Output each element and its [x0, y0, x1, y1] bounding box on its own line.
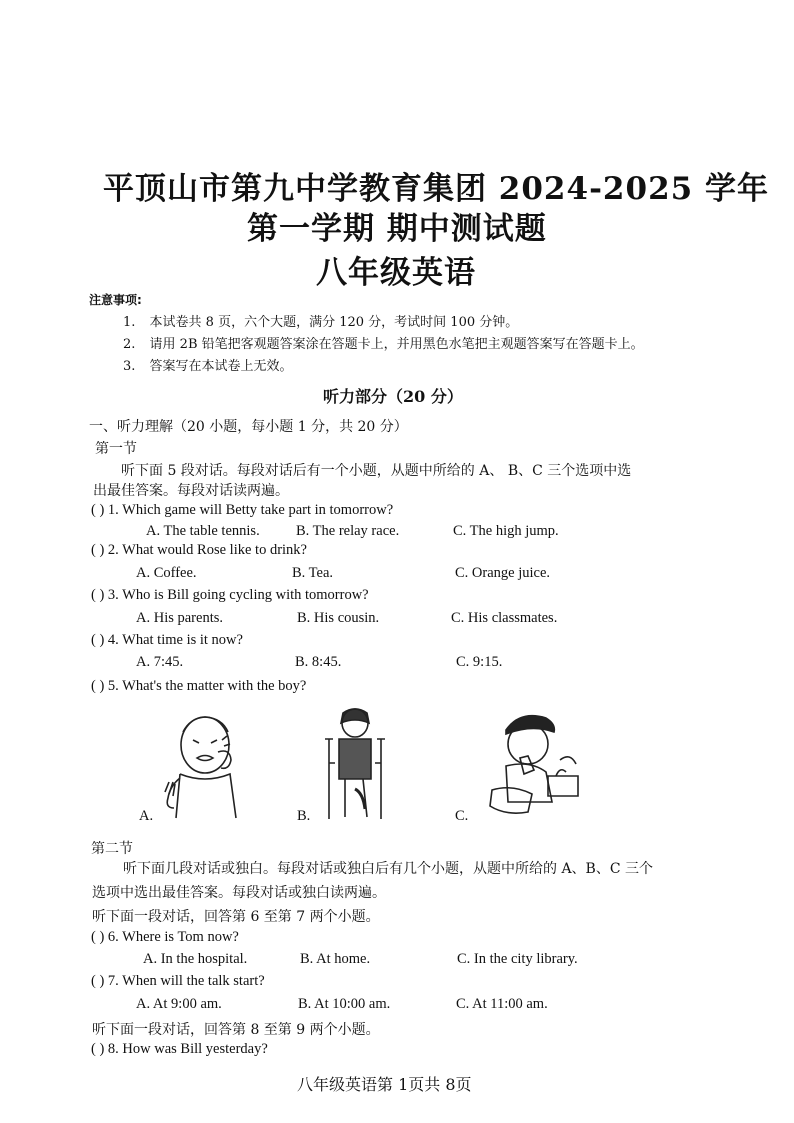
- question-3-stem: ( ) 3. Who is Bill going cycling with tomorrow?: [91, 587, 369, 603]
- question-7-option-c: C. At 11:00 am.: [456, 996, 548, 1012]
- question-6-option-b: B. At home.: [300, 951, 371, 967]
- listening-section-title: 听力部分（20 分）: [323, 387, 463, 406]
- exam-title-line2: 第一学期 期中测试题: [247, 211, 547, 247]
- part1-instruction-line2: 出最佳答案。每段对话读两遍。: [93, 483, 289, 499]
- part-title: 一、听力理解（20 小题，每小题 1 分，共 20 分）: [89, 419, 408, 435]
- part1-instruction-line1: 听下面 5 段对话。每段对话后有一个小题，从题中所给的 A、 B、C 三个选项中选: [121, 463, 632, 479]
- notice-num: 3.: [123, 359, 136, 374]
- exam-title-line1: 平顶山市第九中学教育集团 2024-2025 学年: [103, 171, 770, 207]
- q5-picture-label-a: A.: [139, 808, 154, 824]
- question-4-stem: ( ) 4. What time is it now?: [91, 632, 243, 648]
- question-4-option-b: B. 8:45.: [295, 654, 342, 670]
- q5-picture-label-c: C.: [455, 808, 469, 824]
- question-6-option-a: A. In the hospital.: [143, 951, 248, 967]
- boy-crutches-picture: [315, 703, 395, 823]
- question-1-option-c: C. The high jump.: [453, 523, 559, 539]
- question-7-option-b: B. At 10:00 am.: [298, 996, 391, 1012]
- notice-num: 1.: [123, 315, 136, 330]
- question-3-option-b: B. His cousin.: [297, 610, 380, 626]
- question-7-option-a: A. At 9:00 am.: [136, 996, 222, 1012]
- question-3-option-c: C. His classmates.: [451, 610, 558, 626]
- part2-instruction-line1: 听下面几段对话或独白。每段对话或独白后有几个小题，从题中所给的 A、B、C 三个: [123, 861, 654, 877]
- question-4-option-a: A. 7:45.: [136, 654, 184, 670]
- question-2-option-b: B. Tea.: [292, 565, 334, 581]
- question-2-stem: ( ) 2. What would Rose like to drink?: [91, 542, 307, 558]
- question-7-stem: ( ) 7. When will the talk start?: [91, 973, 265, 989]
- question-2-option-a: A. Coffee.: [136, 565, 197, 581]
- question-6-option-c: C. In the city library.: [457, 951, 578, 967]
- notice-text: 请用 2B 铅笔把客观题答案涂在答题卡上，并用黑色水笔把主观题答案写在答题卡上。: [149, 337, 644, 352]
- exam-title-line3: 八年级英语: [316, 255, 476, 291]
- question-1-stem: ( ) 1. Which game will Betty take part in tomorrow?: [91, 502, 394, 518]
- notice-text: 本试卷共 8 页，六个大题，满分 120 分，考试时间 100 分钟。: [149, 315, 519, 330]
- dialog-lead-6-7: 听下面一段对话，回答第 6 至第 7 两个小题。: [92, 909, 380, 925]
- question-1-option-a: A. The table tennis.: [146, 523, 260, 539]
- notice-item-2: [123, 333, 644, 352]
- notice-text: 答案写在本试卷上无效。: [149, 359, 293, 374]
- q5-picture-label-b: B.: [297, 808, 311, 824]
- question-4-option-c: C. 9:15.: [456, 654, 503, 670]
- part1-label: 第一节: [95, 441, 137, 457]
- notice-item-3: [123, 355, 293, 374]
- dialog-lead-8-9: 听下面一段对话，回答第 8 至第 9 两个小题。: [92, 1022, 380, 1038]
- question-6-stem: ( ) 6. Where is Tom now?: [91, 929, 239, 945]
- part2-instruction-line2: 选项中选出最佳答案。每段对话或独白读两遍。: [92, 885, 386, 901]
- notice-item-1: [123, 311, 518, 330]
- question-8-stem: ( ) 8. How was Bill yesterday?: [91, 1041, 268, 1057]
- notice-heading: 注意事项:: [89, 293, 142, 307]
- question-3-option-a: A. His parents.: [136, 610, 223, 626]
- notice-num: 2.: [123, 337, 136, 352]
- question-2-option-c: C. Orange juice.: [455, 565, 551, 581]
- part2-label: 第二节: [91, 841, 133, 857]
- page-footer: 八年级英语第 1页共 8页: [297, 1075, 472, 1094]
- boy-cold-picture: [488, 710, 588, 820]
- boy-toothache-picture: [160, 710, 250, 820]
- question-1-option-b: B. The relay race.: [296, 523, 400, 539]
- question-5-stem: ( ) 5. What's the matter with the boy?: [91, 678, 307, 694]
